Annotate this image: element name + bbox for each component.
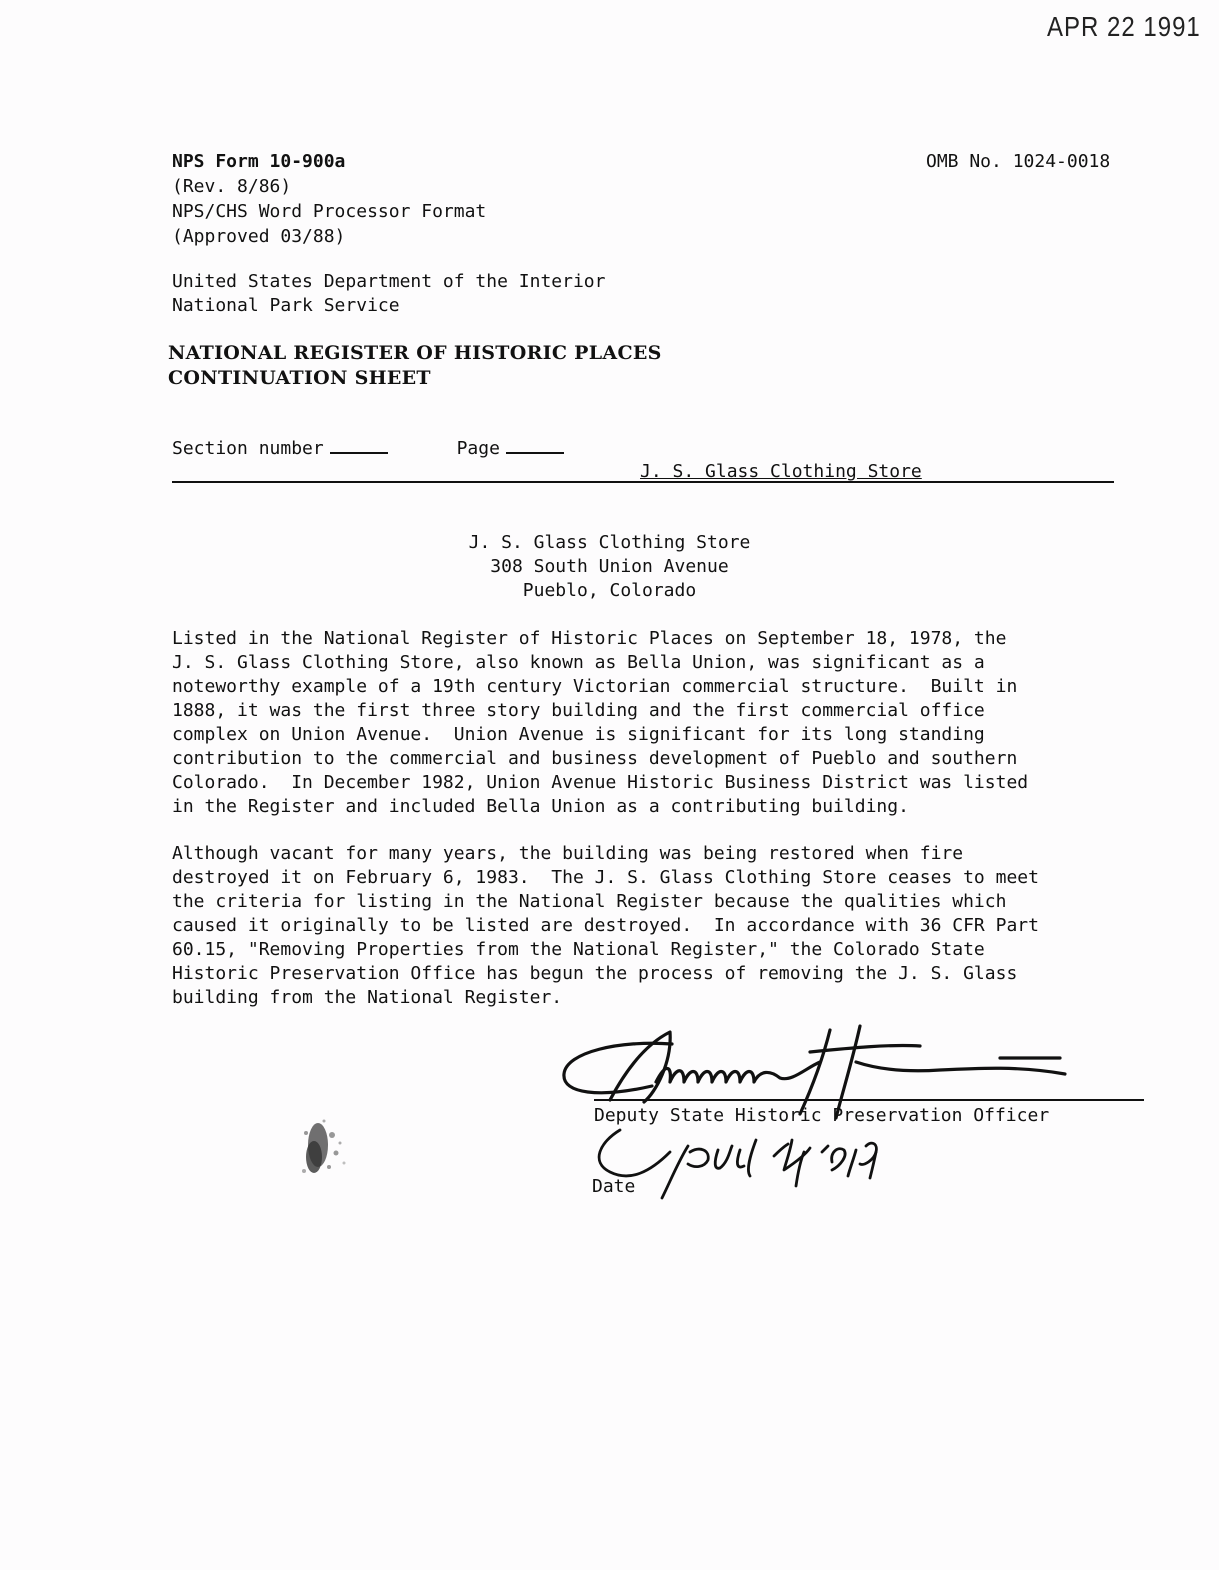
form-identifier xyxy=(172,150,486,250)
paragraph-listing-history xyxy=(172,627,1132,819)
paragraph-line: the criteria for listing in the National Register because the qualities which xyxy=(172,891,1007,912)
form-approval: (Approved 03/88) xyxy=(172,226,346,247)
property-address-block xyxy=(0,531,1219,603)
form-revision: (Rev. 8/86) xyxy=(172,176,292,197)
paragraph-line: Historic Preservation Office has begun the process of removing the J. S. Glass xyxy=(172,963,1018,984)
date-label: Date xyxy=(592,1176,636,1197)
agency-department: United States Department of the Interior xyxy=(172,271,606,292)
page-number-blank xyxy=(506,436,564,454)
paragraph-line: Colorado. In December 1982, Union Avenue Historic Business District was listed xyxy=(172,772,1029,793)
header-rule xyxy=(172,481,1114,483)
form-number: NPS Form 10-900a xyxy=(172,151,346,172)
signature-line xyxy=(594,1099,1144,1101)
paragraph-line: J. S. Glass Clothing Store, also known as Bella Union, was significant as a xyxy=(172,652,985,673)
paragraph-line: destroyed it on February 6, 1983. The J. S. Glass Clothing Store ceases to meet xyxy=(172,867,1039,888)
header-property-name: J. S. Glass Clothing Store xyxy=(640,461,922,482)
form-format: NPS/CHS Word Processor Format xyxy=(172,201,487,222)
paragraph-line: building from the National Register. xyxy=(172,987,563,1008)
section-page-row xyxy=(172,436,564,461)
officer-title: Deputy State Historic Preservation Officer xyxy=(594,1105,1050,1126)
agency-service: National Park Service xyxy=(172,295,400,316)
paragraph-line: Although vacant for many years, the building was being restored when fire xyxy=(172,843,964,864)
property-city: Pueblo, Colorado xyxy=(522,580,697,601)
agency-block xyxy=(172,270,605,318)
paragraph-line: Listed in the National Register of Historic Places on September 18, 1978, the xyxy=(172,628,1007,649)
property-address: 308 South Union Avenue xyxy=(490,556,729,577)
omb-number: OMB No. 1024-0018 xyxy=(926,151,1111,172)
document-title xyxy=(168,341,662,391)
paragraph-line: contribution to the commercial and business development of Pueblo and southern xyxy=(172,748,1018,769)
paragraph-line: in the Register and included Bella Union as a contributing building. xyxy=(172,796,909,817)
paragraph-line: 1888, it was the first three story building and the first commercial office xyxy=(172,700,985,721)
page-label: Page xyxy=(456,438,500,459)
section-number-label: Section number xyxy=(172,438,324,459)
paragraph-line: noteworthy example of a 19th century Victorian commercial structure. Built in xyxy=(172,676,1018,697)
ink-smudge xyxy=(284,1105,364,1190)
paragraph-line: 60.15, "Removing Properties from the National Register," the Colorado State xyxy=(172,939,985,960)
paragraph-line: complex on Union Avenue. Union Avenue is significant for its long standing xyxy=(172,724,985,745)
received-date-stamp: APR 22 1991 xyxy=(1047,11,1201,43)
paragraph-removal-reason xyxy=(172,842,1132,1010)
paragraph-line: caused it originally to be listed are destroyed. In accordance with 36 CFR Part xyxy=(172,915,1039,936)
section-number-blank xyxy=(330,436,388,454)
title-line-2: CONTINUATION SHEET xyxy=(168,367,431,389)
property-name: J. S. Glass Clothing Store xyxy=(468,532,751,553)
title-line-1: NATIONAL REGISTER OF HISTORIC PLACES xyxy=(168,342,662,364)
